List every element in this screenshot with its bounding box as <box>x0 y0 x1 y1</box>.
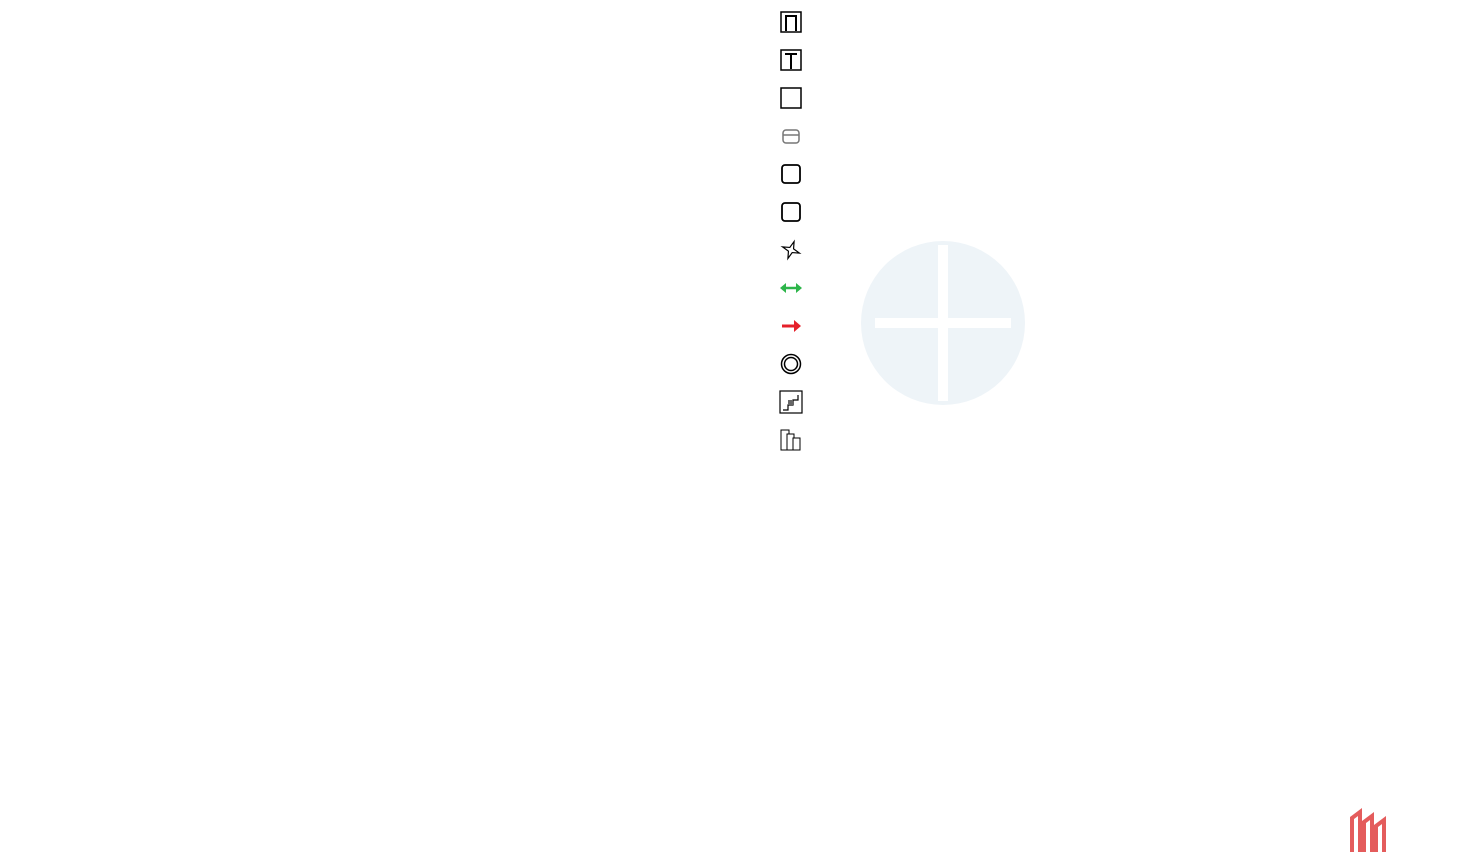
legend-one-way-shortcut <box>778 314 821 338</box>
legend-start-point <box>778 86 821 110</box>
event-icon <box>780 163 802 185</box>
legend-locked-door <box>778 48 821 72</box>
foe-icon <box>780 353 802 375</box>
gamerguides-logo-icon <box>1348 808 1388 856</box>
legend-stairs-down <box>778 390 821 414</box>
locked-door-icon <box>780 49 802 71</box>
two-way-shortcut-icon <box>779 281 803 295</box>
map-grid <box>0 0 760 760</box>
foes-section <box>948 315 1210 336</box>
treasure-chest-icon <box>780 125 802 147</box>
legend-door <box>778 10 821 34</box>
stairs-up-icon <box>779 428 803 452</box>
important-note-icon <box>780 201 802 223</box>
dungeon-map <box>0 0 760 760</box>
power-spot-icon <box>780 239 802 261</box>
one-way-shortcut-icon <box>779 319 803 333</box>
legend-stairs-up <box>778 428 821 452</box>
legend-foe <box>778 352 821 376</box>
legend-power-spot <box>778 238 821 262</box>
legend-important-note <box>778 200 821 224</box>
door-icon <box>780 11 802 33</box>
start-point-icon <box>780 87 802 109</box>
stairs-down-icon <box>779 390 803 414</box>
legend-two-way-shortcut <box>778 276 821 300</box>
legend-treasure-chest <box>778 124 821 148</box>
legend-event <box>778 162 821 186</box>
